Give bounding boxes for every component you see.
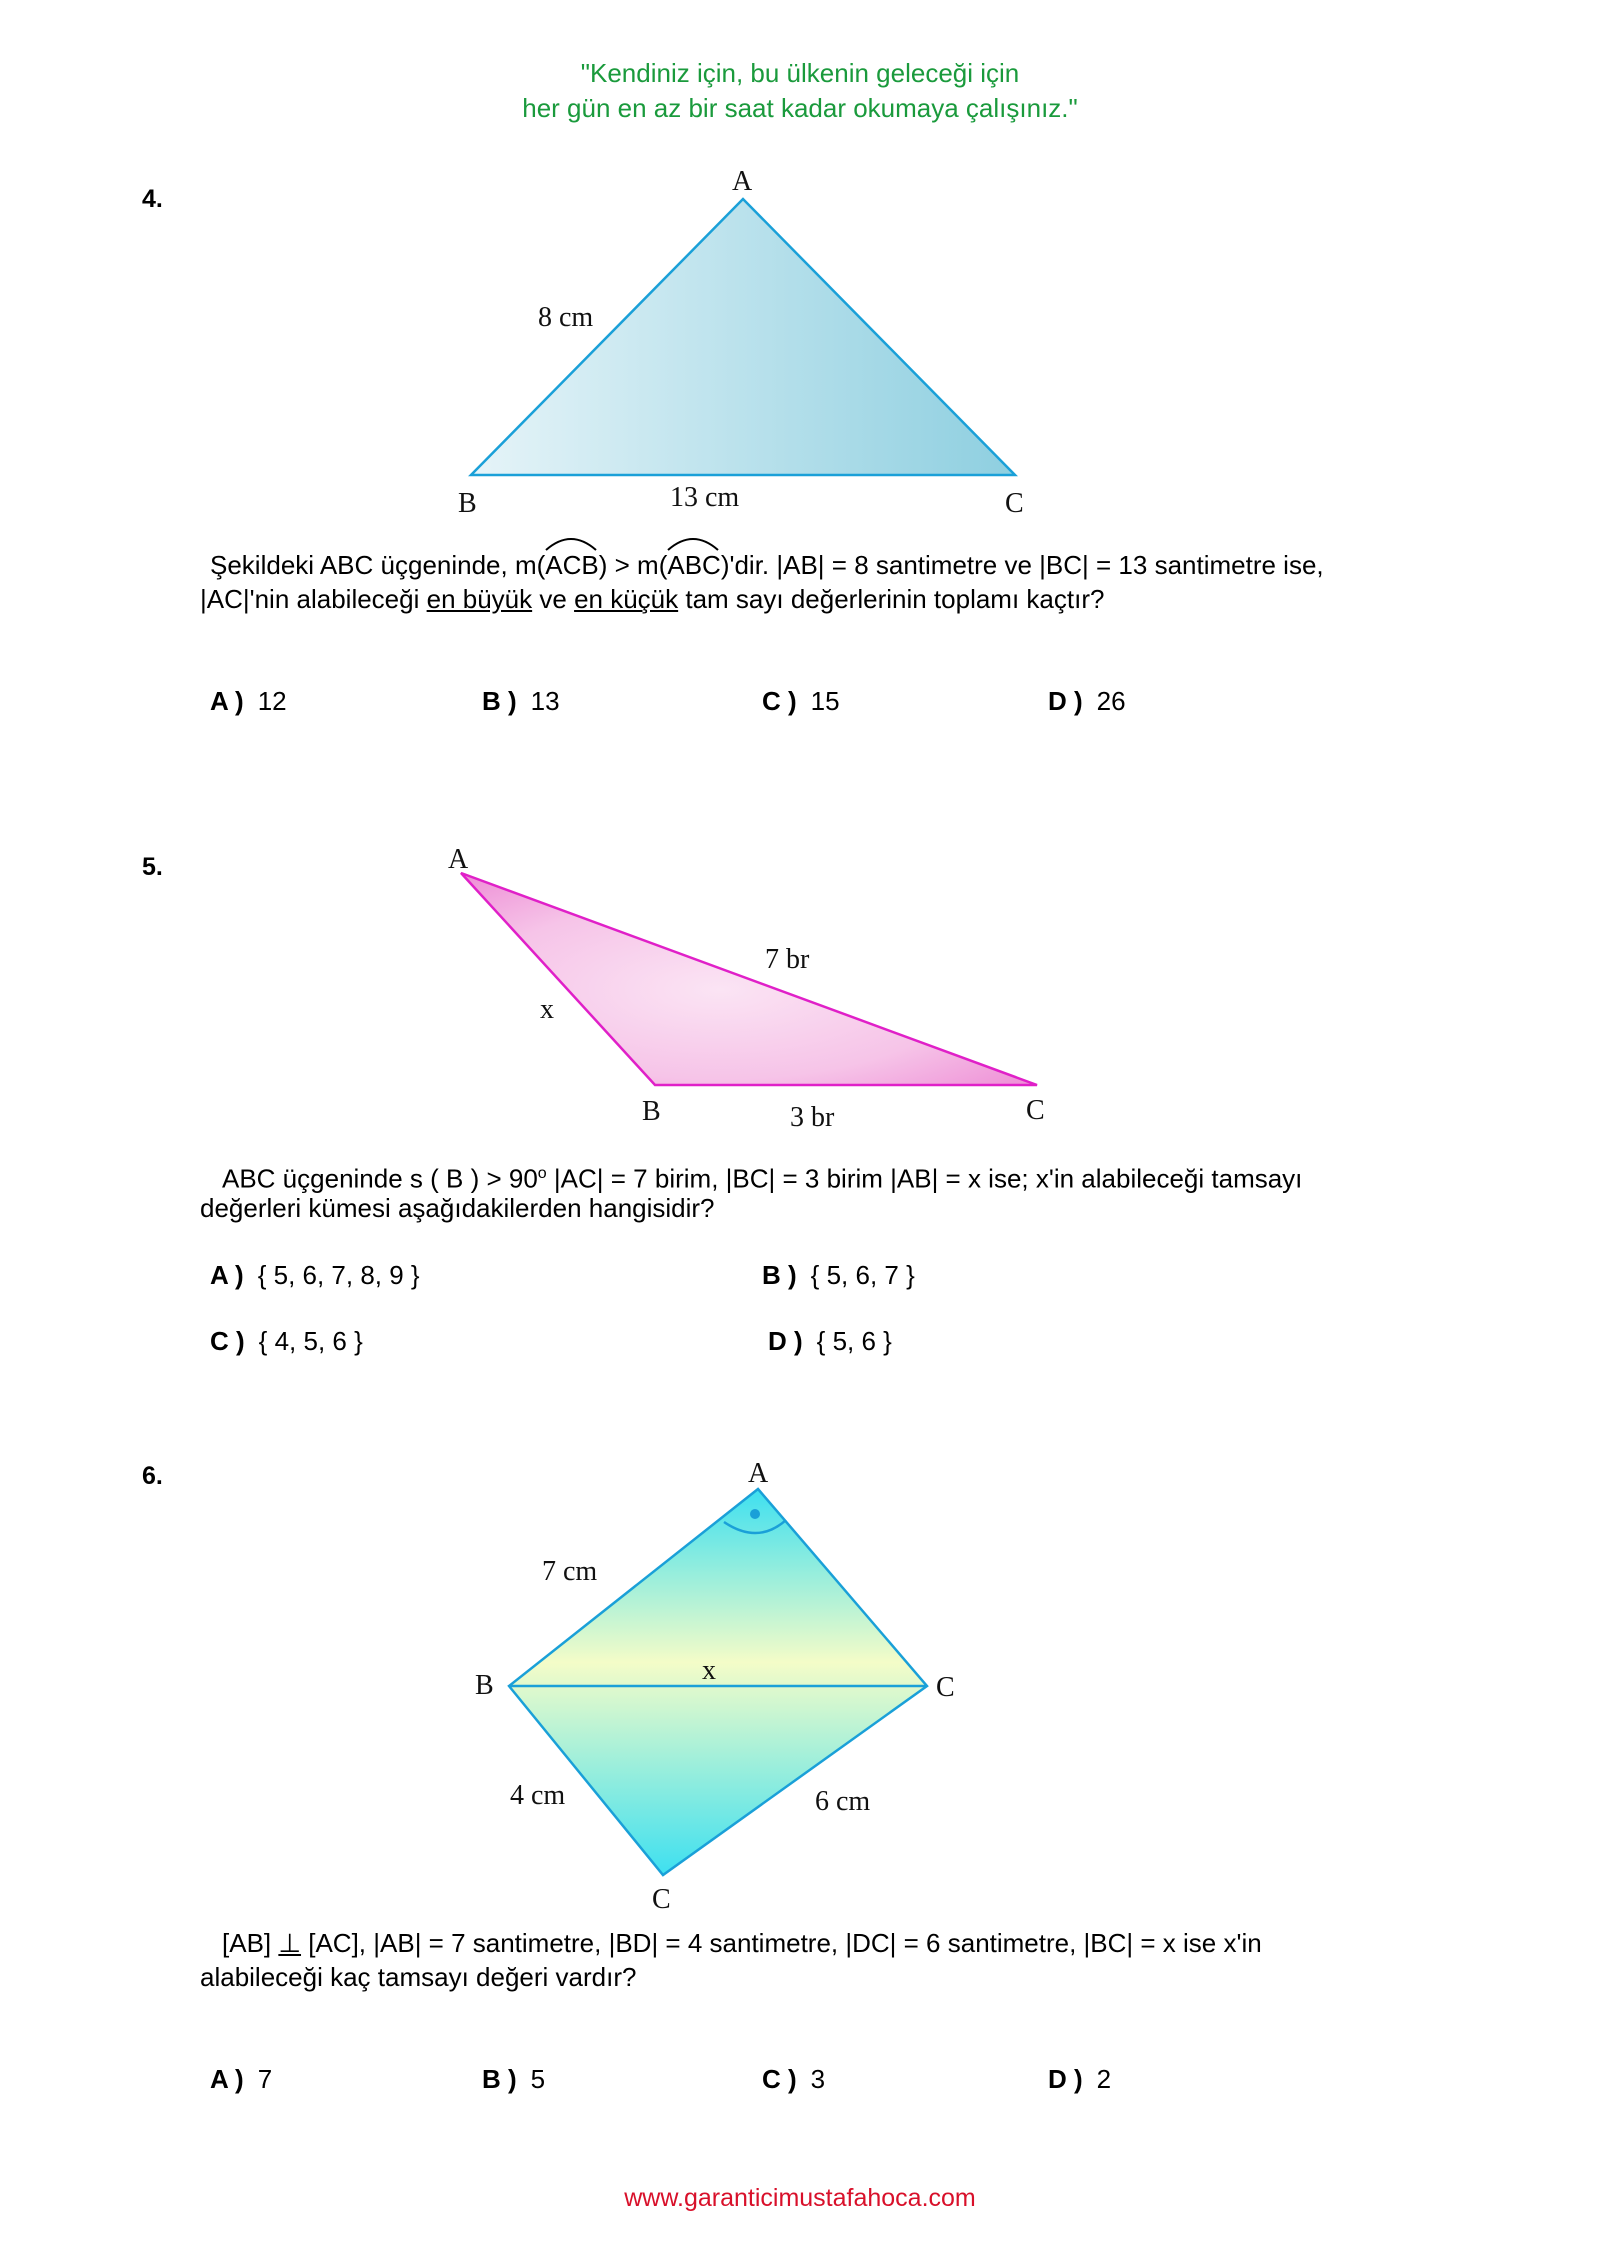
- q4-option-a[interactable]: [210, 686, 287, 717]
- q4-option-c[interactable]: [762, 686, 840, 717]
- quote-line-1: "Kendiniz için, bu ülkenin geleceği için: [580, 58, 1020, 88]
- q4-label-bc: 13 cm: [670, 482, 740, 513]
- q6-text-part: [AC], |AB| = 7 santimetre, |BD| = 4 santimetre, |DC| = 6 santimetre, |BC| = x ise x'in: [301, 1928, 1262, 1958]
- q4-question-line-2: [200, 582, 1104, 616]
- option-value: { 5, 6, 7 }: [810, 1260, 915, 1290]
- q4-text-part: ve: [532, 584, 575, 614]
- q4-underline-en-kucuk: en küçük: [574, 584, 679, 614]
- option-value: 12: [257, 686, 287, 716]
- q6-number: 6.: [142, 1462, 163, 1490]
- q4-option-b[interactable]: [482, 686, 560, 717]
- q4-angle-acb-text: ACB: [545, 550, 599, 580]
- q4-number: 4.: [142, 185, 163, 213]
- option-value: 26: [1096, 686, 1126, 716]
- option-key: C ): [762, 686, 797, 716]
- q6-label-a: A: [748, 1458, 769, 1489]
- q4-angle-abc-text: ABC: [667, 550, 721, 580]
- q5-label-b: B: [642, 1096, 661, 1127]
- q4-text-part: )'dir. |AB| = 8 santimetre ve |BC| = 13 santimetre ise,: [720, 550, 1324, 580]
- q4-text-part: tam sayı değerlerinin toplamı kaçtır?: [678, 584, 1105, 614]
- q6-question-line-2: alabileceği kaç tamsayı değeri vardır?: [200, 1962, 637, 1992]
- q6-option-b[interactable]: [482, 2064, 545, 2095]
- q6-perpendicular-symbol: ⊥: [278, 1928, 302, 1958]
- q6-option-a[interactable]: [210, 2064, 272, 2095]
- option-value: { 4, 5, 6 }: [258, 1326, 363, 1356]
- option-key: C ): [762, 2064, 797, 2094]
- option-value: 7: [257, 2064, 273, 2094]
- q4-text-part: ) > m(: [598, 550, 668, 580]
- option-value: 13: [530, 686, 560, 716]
- q4-angle-abc: [667, 548, 720, 582]
- q6-label-c-right: C: [936, 1672, 955, 1703]
- q4-triangle: [471, 199, 1015, 475]
- q4-angle-arc-icon: [543, 530, 599, 552]
- option-value: 3: [810, 2064, 826, 2094]
- q6-label-c-bottom: C: [652, 1884, 671, 1915]
- q4-label-a: A: [732, 166, 753, 197]
- q6-label-bc: x: [702, 1655, 716, 1686]
- option-value: { 5, 6, 7, 8, 9 }: [257, 1260, 420, 1290]
- q6-label-bd: 4 cm: [510, 1780, 566, 1811]
- q5-label-a: A: [448, 844, 469, 875]
- q4-option-d[interactable]: [1048, 686, 1126, 717]
- q5-question-line-1: [222, 1157, 1302, 1196]
- q4-text-part: Şekildeki ABC üçgeninde, m(: [210, 550, 546, 580]
- q5-label-c: C: [1026, 1095, 1045, 1126]
- q6-right-angle-dot: [750, 1509, 760, 1519]
- q4-question-line-1: [210, 548, 1324, 582]
- q4-text-part: |AC|'nin alabileceği: [200, 584, 427, 614]
- q5-option-d[interactable]: [768, 1326, 892, 1357]
- q5-option-b[interactable]: [762, 1260, 915, 1291]
- q5-triangle: [461, 873, 1037, 1085]
- q6-label-ab: 7 cm: [542, 1556, 598, 1587]
- q5-text-part: ABC üçgeninde s ( B ) > 90: [222, 1163, 538, 1194]
- q4-angle-acb: [545, 548, 598, 582]
- option-key: A ): [210, 686, 244, 716]
- q5-text-part: |AC| = 7 birim, |BC| = 3 birim |AB| = x ise; x'in alabileceği tamsayı: [546, 1163, 1303, 1194]
- q5-degree-sup: o: [537, 1165, 547, 1182]
- option-key: D ): [1048, 686, 1083, 716]
- option-key: C ): [210, 1326, 245, 1356]
- quote-line-2: her gün en az bir saat kadar okumaya çalışınız.": [522, 93, 1078, 123]
- option-key: B ): [482, 686, 517, 716]
- option-key: A ): [210, 2064, 244, 2094]
- option-key: A ): [210, 1260, 244, 1290]
- option-value: 2: [1096, 2064, 1112, 2094]
- q6-label-dc: 6 cm: [815, 1786, 871, 1817]
- footer-url[interactable]: www.garanticimustafahoca.com: [624, 2184, 976, 2212]
- q4-label-ab: 8 cm: [538, 302, 594, 333]
- q5-question-line-2: değerleri kümesi aşağıdakilerden hangisidir?: [200, 1193, 715, 1223]
- q6-text-part: [AB]: [222, 1928, 279, 1958]
- q5-number: 5.: [142, 853, 163, 881]
- option-key: B ): [762, 1260, 797, 1290]
- option-value: 5: [530, 2064, 546, 2094]
- q4-label-b: B: [458, 488, 477, 519]
- option-key: B ): [482, 2064, 517, 2094]
- option-value: { 5, 6 }: [816, 1326, 892, 1356]
- option-key: D ): [1048, 2064, 1083, 2094]
- q5-option-c[interactable]: [210, 1326, 363, 1357]
- option-key: D ): [768, 1326, 803, 1356]
- q5-label-ab: x: [540, 994, 554, 1025]
- q6-option-d[interactable]: [1048, 2064, 1111, 2095]
- q5-label-bc: 3 br: [790, 1102, 835, 1133]
- q5-option-a[interactable]: [210, 1260, 420, 1291]
- option-value: 15: [810, 686, 840, 716]
- q4-angle-arc-icon: [665, 530, 721, 552]
- q4-underline-en-buyuk: en büyük: [426, 584, 533, 614]
- q6-question-line-1: [222, 1926, 1262, 1960]
- q6-label-b: B: [475, 1670, 494, 1701]
- q4-label-c: C: [1005, 488, 1024, 519]
- q5-label-ac: 7 br: [765, 944, 810, 975]
- q6-option-c[interactable]: [762, 2064, 825, 2095]
